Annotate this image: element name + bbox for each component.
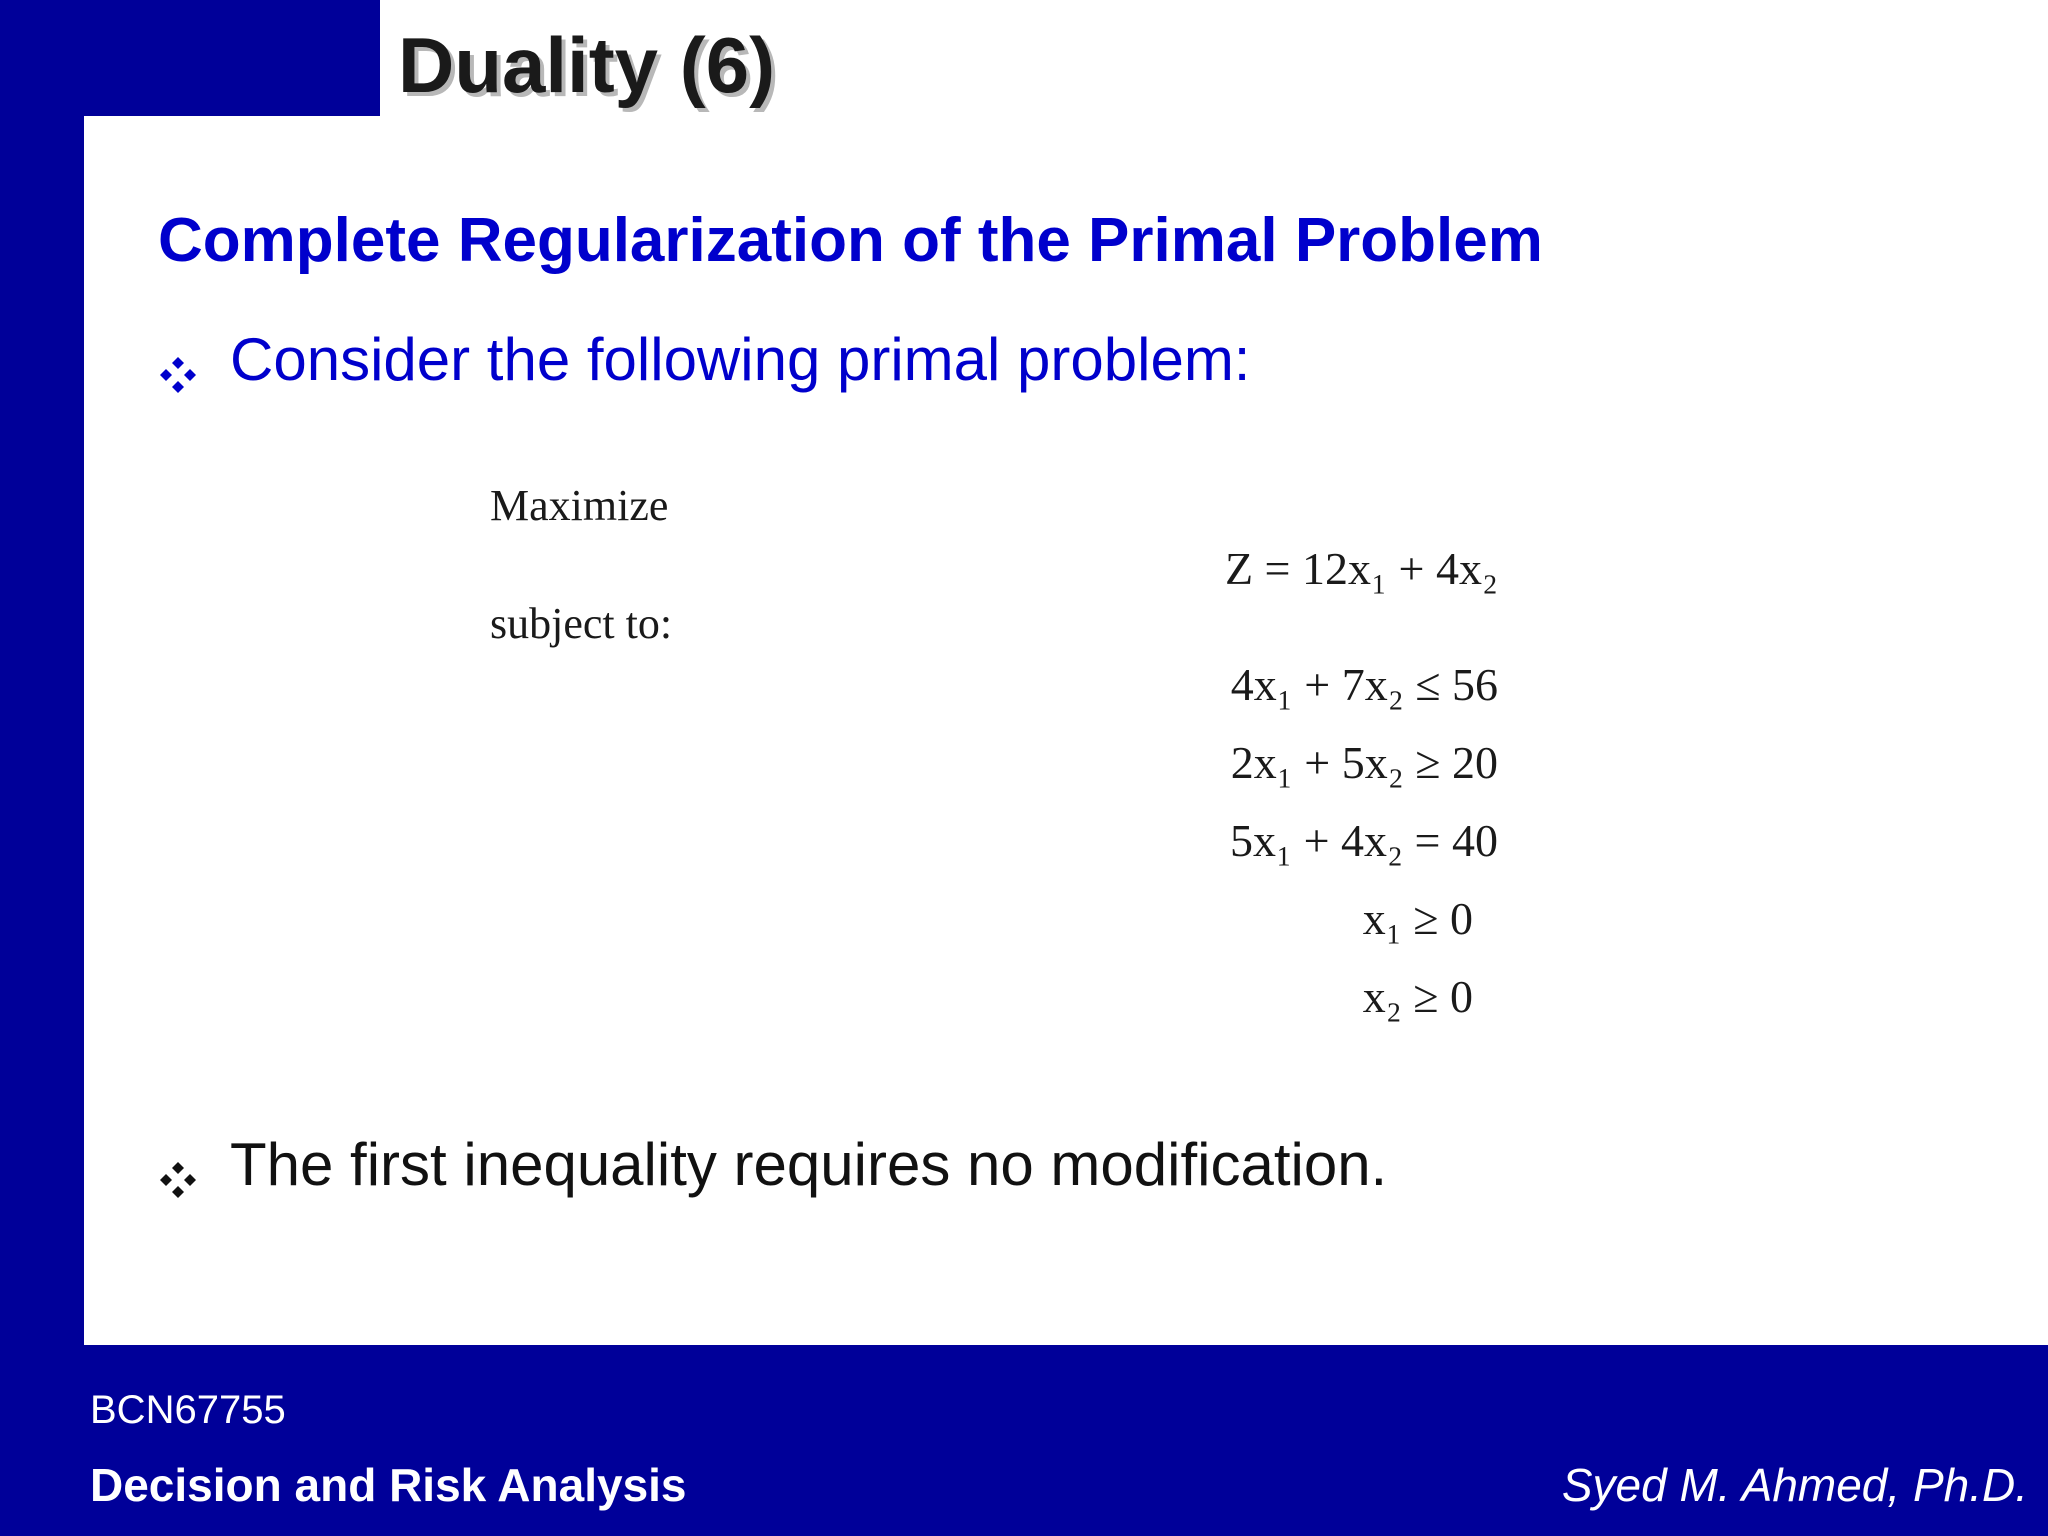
slide-title: Duality (6) bbox=[398, 21, 776, 109]
maximize-label: Maximize bbox=[490, 481, 669, 530]
footer-course-code: BCN67755 bbox=[90, 1388, 286, 1432]
constraint-row bbox=[1231, 658, 1498, 711]
footer-author: Syed M. Ahmed, Ph.D. bbox=[1561, 1459, 2028, 1511]
constraint-text: 2x₁ + 5x₂ ≥ 20 bbox=[1230, 737, 1498, 788]
objective-function bbox=[1225, 542, 1498, 595]
constraint-row bbox=[1363, 892, 1473, 945]
footer-course-name: Decision and Risk Analysis bbox=[90, 1459, 687, 1511]
four-diamond-icon bbox=[158, 1145, 198, 1185]
constraint-text: 4x₁ + 7x₂ ≤ 56 bbox=[1230, 659, 1498, 710]
constraint-text: 5x₁ + 4x₂ = 40 bbox=[1230, 815, 1498, 866]
constraint-text: x₁ ≥ 0 bbox=[1362, 893, 1473, 944]
frame-left-band bbox=[0, 0, 84, 1536]
bullet-item bbox=[158, 1130, 1387, 1199]
slide-subtitle: Complete Regularization of the Primal Problem bbox=[158, 206, 1543, 275]
constraint-row bbox=[1230, 814, 1498, 867]
four-diamond-icon bbox=[158, 340, 198, 380]
objective-text: Z = 12x₁ + 4x₂ bbox=[1224, 543, 1498, 594]
constraint-row bbox=[1363, 970, 1473, 1023]
bullet-text: Consider the following primal problem: bbox=[230, 326, 1251, 393]
constraint-text: x₂ ≥ 0 bbox=[1362, 971, 1473, 1022]
constraint-row bbox=[1231, 736, 1498, 789]
bullet-text: The first inequality requires no modification. bbox=[230, 1131, 1388, 1198]
bullet-item bbox=[158, 325, 1250, 394]
subject-to-label: subject to: bbox=[490, 599, 673, 648]
